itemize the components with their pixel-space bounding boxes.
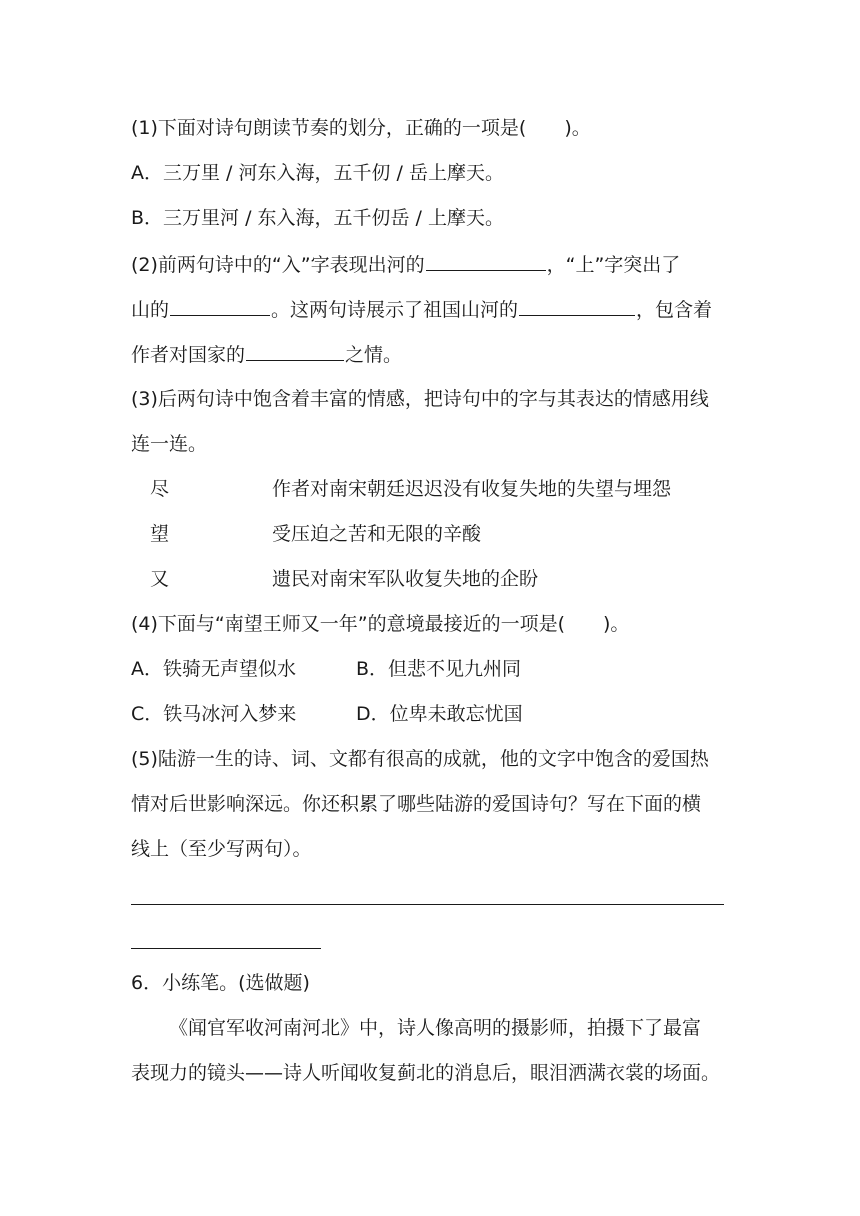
q1-option-b: B．三万里河 / 东入海，五千仞岳 / 上摩天。	[131, 207, 504, 229]
q5-answer-line-2[interactable]	[131, 926, 321, 949]
q3-char-2[interactable]: 望	[150, 523, 170, 545]
q3-emotion-3[interactable]: 遗民对南宋军队收复失地的企盼	[272, 568, 539, 590]
q2-text-5: ，包含着	[636, 299, 713, 321]
q4-option-c: C．铁马冰河入梦来	[131, 703, 297, 725]
q2-blank-4[interactable]	[246, 342, 344, 361]
q3-char-3[interactable]: 又	[150, 568, 170, 590]
q4-option-b: B．但悲不见九州同	[356, 658, 522, 680]
q4-stem-text: (4)下面与“南望王师又一年”的意境最接近的一项是(	[131, 613, 566, 635]
q2-text-6: 作者对国家的	[131, 344, 246, 366]
q3-emotion-2[interactable]: 受压迫之苦和无限的辛酸	[272, 523, 482, 545]
q4-option-d: D．位卑未敢忘忧国	[356, 703, 523, 725]
q6-title: 6．小练笔。(选做题)	[131, 972, 310, 994]
q2-blank-1[interactable]	[426, 252, 546, 271]
q2-text-7: 之情。	[345, 344, 403, 366]
q1-stem	[131, 116, 591, 140]
q3-emotion-1[interactable]: 作者对南宋朝廷迟迟没有收复失地的失望与埋怨	[272, 478, 672, 500]
q6-paragraph-line-1: 《闻官军收河南河北》中，诗人像高明的摄影师，拍摄下了最富	[169, 1017, 702, 1039]
q4-stem	[131, 612, 629, 636]
q3-stem-2: 连一连。	[131, 433, 208, 455]
q5-stem-3: 线上（至少写两句）。	[131, 838, 312, 860]
q2-blank-2[interactable]	[170, 297, 270, 316]
q5-answer-line-1[interactable]	[131, 882, 724, 905]
q3-char-1[interactable]: 尽	[150, 478, 170, 500]
q2-blank-3[interactable]	[519, 297, 635, 316]
q2-line-3	[131, 342, 402, 367]
q2-line-2	[131, 297, 712, 322]
q4-option-a: A．铁骑无声望似水	[131, 658, 296, 680]
q2-line-1	[131, 252, 680, 277]
q2-text-2: ，“上”字突出了	[546, 254, 681, 276]
q6-paragraph-line-2: 表现力的镜头——诗人听闻收复蓟北的消息后，眼泪洒满衣裳的场面。	[131, 1062, 721, 1084]
q5-stem-2: 情对后世影响深远。你还积累了哪些陆游的爱国诗句？写在下面的横	[131, 793, 702, 815]
q1-stem-text: (1)下面对诗句朗读节奏的划分，正确的一项是(	[131, 117, 527, 139]
q1-option-a: A．三万里 / 河东入海，五千仞 / 岳上摩天。	[131, 162, 504, 184]
q2-text-1: (2)前两句诗中的“入”字表现出河的	[131, 254, 425, 276]
q4-stem-end: )。	[603, 613, 630, 635]
q1-stem-end: )。	[564, 117, 591, 139]
q3-stem-1: (3)后两句诗中饱含着丰富的情感，把诗句中的字与其表达的情感用线	[131, 388, 709, 410]
q2-text-3: 山的	[131, 299, 170, 321]
q2-text-4: 。这两句诗展示了祖国山河的	[271, 299, 519, 321]
q5-stem-1: (5)陆游一生的诗、词、文都有很高的成就，他的文字中饱含的爱国热	[131, 748, 709, 770]
